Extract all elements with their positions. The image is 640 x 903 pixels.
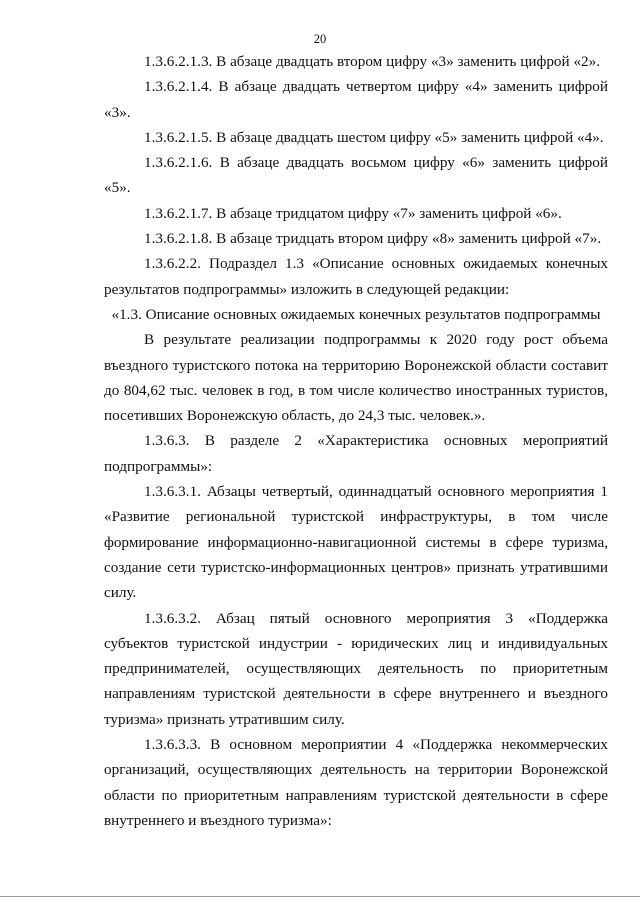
section-heading: «1.3. Описание основных ожидаемых конечных результатов подпрограммы: [111, 305, 601, 323]
document-body: [104, 49, 608, 833]
paragraph: 1.3.6.2.1.7. В абзаце тридцатом цифру «7» заменить цифрой «6».: [144, 204, 562, 222]
page-number: 20: [313, 32, 327, 46]
page-bottom-divider: [0, 896, 640, 897]
paragraph: 1.3.6.2.1.8. В абзаце тридцать втором цифру «8» заменить цифрой «7».: [144, 230, 602, 248]
paragraph: 1.3.6.3. В разделе 2 «Характеристика основных мероприятий подпрограммы»:: [104, 432, 608, 475]
paragraph: В результате реализации подпрограммы к 2020 году рост объема въездного туристского потока на территорию Воронежской области составит до 804,62 тыс. человек в год, в том числе количество иностранных туристов, посетивших Воронежскую область, до 24,3 тыс. человек.».: [104, 331, 608, 425]
paragraph: 1.3.6.3.2. Абзац пятый основного мероприятия 3 «Поддержка субъектов туристской индустрии - юридических лиц и индивидуальных предпринимателей, осуществляющих деятельность по приоритетным направлениям туристской деятельности в сфере внутреннего и въездного туризма» признать утратившим силу.: [104, 609, 608, 728]
paragraph: 1.3.6.3.3. В основном мероприятии 4 «Поддержка некоммерческих организаций, осуществляющих деятельность на территории Воронежской области по приоритетным направлениям туристской деятельности в сфере внутреннего и въездного туризма»:: [104, 736, 608, 829]
paragraph: 1.3.6.2.2. Подраздел 1.3 «Описание основных ожидаемых конечных результатов подпрограммы» изложить в следующей редакции:: [104, 255, 608, 298]
paragraph: 1.3.6.2.1.5. В абзаце двадцать шестом цифру «5» заменить цифрой «4».: [144, 128, 604, 146]
paragraph: 1.3.6.2.1.6. В абзаце двадцать восьмом цифру «6» заменить цифрой «5».: [104, 154, 608, 197]
paragraph: 1.3.6.3.1. Абзацы четвертый, одиннадцатый основного мероприятия 1 «Развитие региональной туристской инфраструктуры, в том числе формирование информационно-навигационной системы в сфере туризма, создание сети туристско-информационных центров» признать утратившими силу.: [104, 483, 608, 602]
paragraph: 1.3.6.2.1.4. В абзаце двадцать четвертом цифру «4» заменить цифрой «3».: [104, 78, 608, 121]
paragraph: 1.3.6.2.1.3. В абзаце двадцать втором цифру «3» заменить цифрой «2».: [144, 53, 601, 70]
